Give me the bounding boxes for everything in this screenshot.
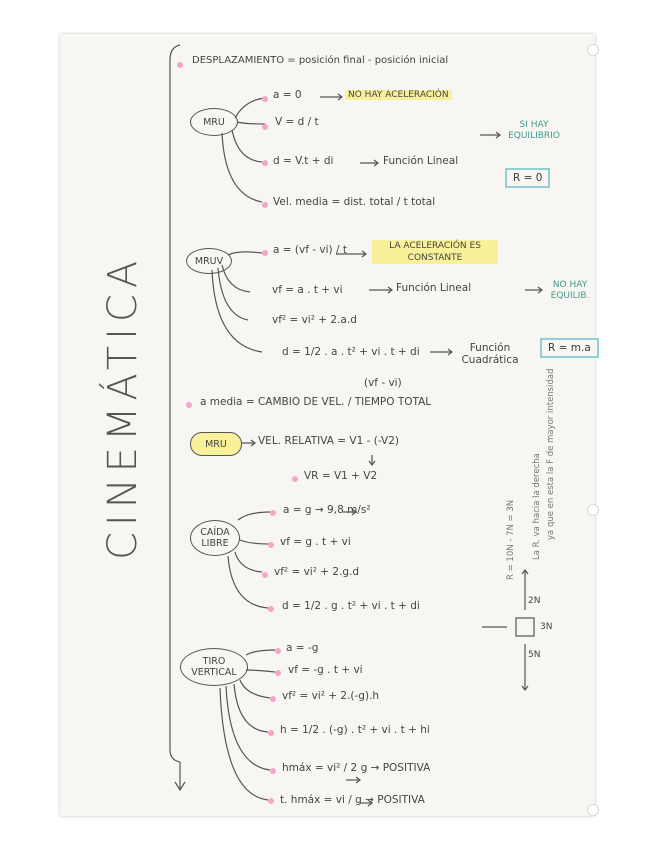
mru-acceleration: a = 0 [273, 89, 302, 101]
relative-velocity: VEL. RELATIVA = V1 - (-V2) [258, 435, 399, 447]
bullet [270, 768, 276, 774]
mru-distance: d = V.t + di [273, 155, 334, 167]
bullet [262, 124, 268, 130]
relative-velocity-result: VR = V1 + V2 [304, 470, 378, 482]
mru-distance-note: Función Lineal [383, 155, 459, 167]
bullet [262, 572, 268, 578]
bullet [270, 696, 276, 702]
mruv-distance-note: Función Cuadrática [461, 342, 519, 366]
mruv-node: MRUV [186, 248, 232, 274]
bullet [186, 402, 192, 408]
mru-node: MRU [190, 108, 238, 136]
mruv-equilibrium-note: NO HAY EQUILIB. [550, 280, 590, 301]
average-acceleration-note: (vf - vi) [364, 377, 402, 389]
free-fall-acceleration: a = g → 9,8 m/s² [283, 504, 371, 516]
bullet [275, 670, 281, 676]
mru-average-velocity: Vel. media = dist. total / t total [273, 196, 436, 208]
bullet [262, 250, 268, 256]
vertical-throw-acceleration: a = -g [286, 642, 319, 654]
bullet [268, 542, 274, 548]
resultant-direction-note: La R. va hacia la derecha [532, 453, 542, 560]
free-fall-node: CAÍDA LIBRE [190, 520, 240, 556]
page-title: CINEMÁTICA [100, 254, 146, 560]
bullet [268, 730, 274, 736]
resultant-calculation: R = 10N - 7N = 3N [506, 499, 516, 580]
force-5n-label: 5N [528, 650, 541, 660]
mru-relative-node: MRU [190, 432, 242, 456]
mruv-acceleration-note: LA ACELERACIÓN ES CONSTANTE [372, 240, 498, 264]
average-acceleration: a media = CAMBIO DE VEL. / TIEMPO TOTAL [200, 396, 432, 408]
bullet [292, 476, 298, 482]
mruv-final-velocity: vf = a . t + vi [272, 284, 343, 296]
force-3n-label: 3N [540, 622, 553, 632]
vertical-throw-height: h = 1/2 . (-g) . t² + vi . t + hi [280, 724, 430, 736]
mru-equilibrium-note: SI HAY EQUILIBRIO [508, 120, 560, 141]
bullet [268, 606, 274, 612]
mruv-acceleration: a = (vf - vi) / t [273, 244, 347, 256]
free-fall-distance: d = 1/2 . g . t² + vi . t + di [282, 600, 420, 612]
free-fall-final-velocity-squared: vf² = vi² + 2.g.d [274, 566, 360, 578]
mru-acceleration-note: NO HAY ACELERACIÓN [345, 90, 452, 100]
mru-equilibrium-box: R = 0 [505, 168, 550, 188]
bullet [270, 510, 276, 516]
vertical-throw-max-height: hmáx = vi² / 2 g → POSITIVA [282, 762, 431, 774]
force-2n-label: 2N [528, 596, 541, 606]
free-fall-final-velocity: vf = g . t + vi [280, 536, 351, 548]
bullet [262, 202, 268, 208]
mruv-final-velocity-squared: vf² = vi² + 2.a.d [272, 314, 357, 326]
bullet [262, 160, 268, 166]
bullet [262, 96, 268, 102]
mru-velocity: V = d / t [275, 116, 319, 128]
vertical-throw-final-velocity: vf = -g . t + vi [288, 664, 363, 676]
mruv-equilibrium-box: R = m.a [540, 338, 599, 358]
desplazamiento-definition: DESPLAZAMIENTO = posición final - posición inicial [192, 55, 449, 66]
mruv-distance: d = 1/2 . a . t² + vi . t + di [282, 346, 420, 358]
resultant-reason-note: ya que en esta la F de mayor intensidad [546, 368, 556, 540]
vertical-throw-time-max-height: t. hmáx = vi / g → POSITIVA [280, 794, 425, 806]
vertical-throw-node: TIRO VERTICAL [180, 648, 248, 686]
bullet [177, 62, 183, 68]
bullet [275, 648, 281, 654]
vertical-throw-final-velocity-squared: vf² = vi² + 2.(-g).h [282, 690, 380, 702]
mruv-final-velocity-note: Función Lineal [396, 282, 472, 294]
bullet [268, 798, 274, 804]
